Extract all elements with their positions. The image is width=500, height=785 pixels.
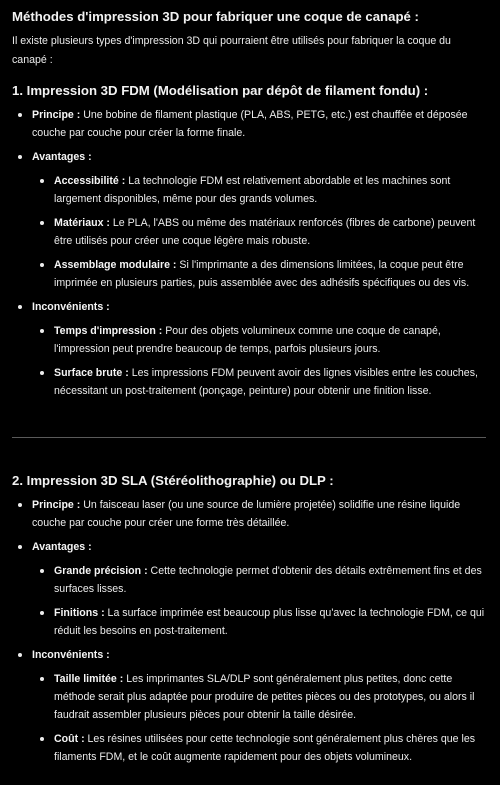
page-title: Méthodes d'impression 3D pour fabriquer une coque de canapé : xyxy=(12,9,419,24)
item-label: Principe : xyxy=(32,499,81,511)
sublist-inconvenients xyxy=(32,322,488,400)
item-label: Matériaux : xyxy=(54,217,110,229)
item-text: La surface imprimée est beaucoup plus lisse qu'avec la technologie FDM, ce qui réduit les besoins en post-traitement. xyxy=(54,607,485,637)
item-text: Pour des objets volumineux comme une coque de canapé, l'impression peut prendre beaucoup de temps, parfois plusieurs jours. xyxy=(54,325,441,355)
item-text: La technologie FDM est relativement abordable et les machines sont largement disponibles, même pour des grands volumes. xyxy=(54,175,451,205)
intro-paragraph: Il existe plusieurs types d'impression 3D qui pourraient être utilisés pour fabriquer la coque du canapé : xyxy=(12,35,451,66)
list-item xyxy=(32,562,488,598)
sublist-inconvenients xyxy=(32,670,488,766)
list-item-principe xyxy=(12,496,488,532)
list-item xyxy=(32,322,488,358)
sublist-avantages xyxy=(32,562,488,640)
item-label: Taille limitée : xyxy=(54,673,124,685)
list-item-principe xyxy=(12,106,488,142)
list-item xyxy=(32,214,488,250)
list-item xyxy=(32,730,488,766)
item-label: Avantages : xyxy=(32,151,92,163)
item-label: Coût : xyxy=(54,733,85,745)
list-item-inconvenients xyxy=(12,298,488,400)
item-label: Avantages : xyxy=(32,541,92,553)
section-divider xyxy=(12,437,486,438)
section-list xyxy=(12,106,488,400)
list-item xyxy=(32,670,488,724)
list-item xyxy=(32,364,488,400)
item-label: Assemblage modulaire : xyxy=(54,259,177,271)
item-text: Le PLA, l'ABS ou même des matériaux renforcés (fibres de carbone) peuvent être utilisés pour créer une coque légère mais robuste. xyxy=(54,217,476,247)
item-text: Les impressions FDM peuvent avoir des lignes visibles entre les couches, nécessitant un post-traitement (ponçage, peinture) pour obtenir une finition lisse. xyxy=(54,367,478,397)
list-item-inconvenients xyxy=(12,646,488,766)
item-label: Grande précision : xyxy=(54,565,148,577)
list-item-avantages xyxy=(12,148,488,292)
list-item xyxy=(32,172,488,208)
item-text: Cette technologie permet d'obtenir des détails extrêmement fins et des surfaces lisses. xyxy=(54,565,482,595)
item-label: Inconvénients : xyxy=(32,301,110,313)
section-heading: 1. Impression 3D FDM (Modélisation par dépôt de filament fondu) : xyxy=(12,83,429,98)
sublist-avantages xyxy=(32,172,488,292)
item-label: Finitions : xyxy=(54,607,105,619)
item-label: Temps d'impression : xyxy=(54,325,163,337)
list-item-avantages xyxy=(12,538,488,640)
item-text: Une bobine de filament plastique (PLA, ABS, PETG, etc.) est chauffée et déposée couche par couche pour créer la forme finale. xyxy=(32,109,468,139)
section-heading: 2. Impression 3D SLA (Stéréolithographie) ou DLP : xyxy=(12,473,334,488)
item-text: Si l'imprimante a des dimensions limitées, la coque peut être imprimée en plusieurs parties, puis assemblée avec des adhésifs spécifiques ou des vis. xyxy=(54,259,470,289)
item-text: Un faisceau laser (ou une source de lumière projetée) solidifie une résine liquide couche par couche pour créer une forme très détaillée. xyxy=(32,499,461,529)
item-text: Les imprimantes SLA/DLP sont généralement plus petites, donc cette méthode serait plus adaptée pour produire de petites pièces ou des prototypes, ou alors il faudrait assembler plusieurs pièces pour obtenir la taille désirée. xyxy=(54,673,475,721)
item-label: Surface brute : xyxy=(54,367,129,379)
item-label: Inconvénients : xyxy=(32,649,110,661)
section-sla xyxy=(12,471,488,766)
section-list xyxy=(12,496,488,766)
list-item xyxy=(32,256,488,292)
list-item xyxy=(32,604,488,640)
item-label: Principe : xyxy=(32,109,81,121)
section-fdm xyxy=(12,81,488,400)
item-label: Accessibilité : xyxy=(54,175,126,187)
item-text: Les résines utilisées pour cette technologie sont généralement plus chères que les filaments FDM, et le coût augmente rapidement pour des objets volumineux. xyxy=(54,733,476,763)
